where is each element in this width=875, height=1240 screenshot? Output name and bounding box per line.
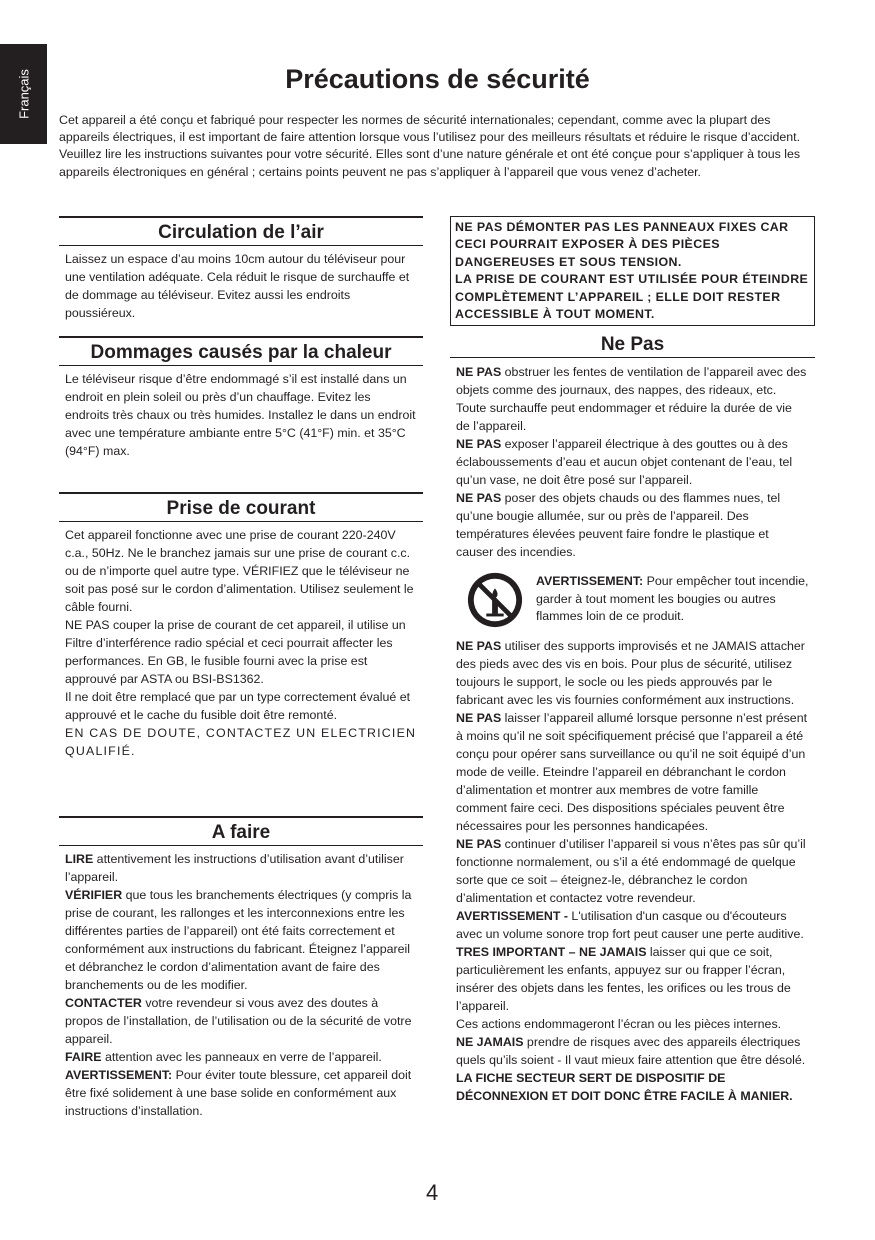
candle-warning-text: AVERTISSEMENT: Pour empêcher tout incendie, garder à tout moment les bougies ou autres flammes loin de ce produit. — [536, 574, 809, 624]
power-text: Il ne doit être remplacé que par un type correctement évalué et approuvé et le cache du fusible doit être remonté. — [65, 690, 411, 722]
heat-text: Le téléviseur risque d’être endommagé s’il est installé dans un endroit en plein soleil ou près d’un chauffage. Evitez les endroits très chaux ou très humides. Installez le dans un endroit avec une température ambiante entre 5°C (41°F) min. et 35°C (94°F) max. — [65, 372, 416, 458]
final-note: LA FICHE SECTEUR SERT DE DISPOSITIF DE DÉCONNEXION ET DOIT DONC ÊTRE FACILE À MANIER. — [456, 1071, 793, 1104]
dont-item: NE PAS laisser l’appareil allumé lorsque personne n’est présent à moins qu’il ne soit spécifiquement précisé que l’appareil a été conçu pour opérer sans surveillance ou qu’il ne soit équipé d’un mode de veille. Eteindre l’appareil en débranchant le cordon d’alimentation et montrer aux membres de votre famille comment faire ceci. Des dispositions spéciales peuvent être nécessaires pour les personnes handicapées. — [456, 711, 808, 834]
section-heat — [59, 366, 423, 492]
do-item: LIRE attentivement les instructions d’utilisation avant d’utiliser l’appareil. — [65, 852, 404, 884]
no-open-flame-icon — [466, 571, 524, 629]
left-column — [59, 216, 423, 1120]
do-item: AVERTISSEMENT: Pour éviter toute blessure, cet appareil doit être fixé solidement à une base solide en conformément aux instructions d’installation. — [65, 1068, 412, 1118]
dont-item: NE PAS exposer l’appareil électrique à des gouttes ou à des éclaboussements d’eau et aucun objet contenant de l’eau, tel qu’un vase, ne doit être posé sur l’appareil. — [456, 437, 793, 488]
dont-item: NE JAMAIS prendre de risques avec des appareils électriques quels qu’ils soient - Il vaut mieux faire attention que être désolé. — [456, 1035, 806, 1068]
dont-item: AVERTISSEMENT - L'utilisation d'un casque ou d'écouteurs avec un volume sonore trop fort peut causer une perte auditive. — [456, 909, 804, 942]
page-number: 4 — [426, 1180, 439, 1205]
candle-warning — [456, 571, 809, 629]
right-column — [450, 216, 815, 1105]
section-heading-dont: Ne Pas — [450, 330, 815, 358]
do-item: FAIRE attention avec les panneaux en verre de l’appareil. — [65, 1050, 382, 1064]
intro-paragraph: Cet appareil a été conçu et fabriqué pour respecter les normes de sécurité internationales; cependant, comme avec la plupart des appareils électriques, il est important de faire attention lorsque vous l’utilisez pour des meilleurs résultats et réduire le risque d’accident. — [59, 113, 801, 145]
section-heading-do: A faire — [59, 816, 423, 846]
section-air — [59, 246, 423, 336]
warning-line: LA PRISE DE COURANT EST UTILISÉE POUR ÉTEINDRE COMPLÈTEMENT L’APPAREIL ; ELLE DOIT RESTER ACCESSIBLE À TOUT MOMENT. — [455, 272, 809, 322]
section-do — [59, 846, 423, 1120]
section-heading-power: Prise de courant — [59, 492, 423, 522]
section-heading-air: Circulation de l’air — [59, 216, 423, 246]
section-heading-heat: Dommages causés par la chaleur — [59, 336, 423, 366]
intro — [59, 112, 819, 181]
section-dont — [450, 358, 815, 1105]
dont-item: NE PAS continuer d’utiliser l’appareil si vous n’êtes pas sûr qu’il fonctionne normalement, ou s’il a été endommagé de quelque sorte que ce soit – éteignez-le, débranchez le cordon d’alimentation et contactez votre revendeur. — [456, 837, 806, 906]
power-text: NE PAS couper la prise de courant de cet appareil, il utilise un Filtre d’interférence radio spécial et ceci pourrait affecter les performances. En GB, le fusible fourni avec la prise est approuvé par ASTA ou BSI-BS1362. — [65, 618, 406, 686]
dont-item: NE PAS poser des objets chauds ou des flammes nues, tel qu’une bougie allumée, sur ou près de l’appareil. Des températures élevées peuvent faire fondre le plastique et causer des incendies. — [456, 491, 781, 560]
section-power — [59, 522, 423, 816]
screen-note: Ces actions endommageront l’écran ou les pièces internes. — [456, 1017, 782, 1032]
language-tab-label: Français — [16, 69, 31, 119]
dont-item: TRES IMPORTANT – NE JAMAIS laisser qui que ce soit, particulièrement les enfants, appuyez sur ou frapper l’écran, insérer des objets dans les fentes, les orifices ou les trous de l’appareil. — [456, 945, 791, 1014]
page-title: Précautions de sécurité — [285, 64, 590, 94]
intro-paragraph: Veuillez lire les instructions suivantes pour votre sécurité. Elles sont d’une nature générale et ont été conçue pour s’appliquer à tous les appareils électroniques en général ; certains points peuvent ne pas s’appliquer à l’appareil que vous venez d’acheter. — [59, 147, 801, 179]
warning-line: NE PAS DÉMONTER PAS LES PANNEAUX FIXES CAR CECI POURRAIT EXPOSER À DES PIÈCES DANGEREUSES ET SOUS TENSION. — [455, 220, 789, 269]
power-text: Cet appareil fonctionne avec une prise de courant 220-240V c.a., 50Hz. Ne le branchez jamais sur une prise de courant c.c. ou de n’importe quel autre type. VÉRIFIEZ que le téléviseur ne soit pas posé sur le cordon d’alimentation. Utilisez seulement le câble fourni. — [65, 528, 414, 614]
power-text: EN CAS DE DOUTE, CONTACTEZ UN ELECTRICIEN QUALIFIÉ. — [65, 726, 417, 758]
do-item: CONTACTER votre revendeur si vous avez des doutes à propos de l’installation, de l’utilisation ou de la sécurité de votre appareil. — [65, 996, 412, 1046]
air-text: Laissez un espace d’au moins 10cm autour du téléviseur pour une ventilation adéquate. Cela réduit le risque de surchauffe et de dommage au téléviseur. Evitez aussi les endroits poussiéreux. — [65, 252, 410, 320]
dont-item: NE PAS obstruer les fentes de ventilation de l’appareil avec des objets comme des journaux, des nappes, des rideaux, etc. Toute surchauffe peut endommager et réduire la durée de vie de l’appareil. — [456, 365, 807, 434]
do-item: VÉRIFIER que tous les branchements électriques (y compris la prise de courant, les rallonges et les interconnexions entre les différentes parties de l’appareil) ont été faits correctement et conformément aux instructions du fabricant. Éteignez l’appareil et débranchez le cordon d’alimentation avant de faire des branchements ou de les modifier. — [65, 888, 412, 992]
dont-item: NE PAS utiliser des supports improvisés et ne JAMAIS attacher des pieds avec des vis en bois. Pour plus de sécurité, utilisez toujours le support, le socle ou les pieds approuvés par le fabricant avec les vis fournies conformément aux instructions. — [456, 639, 805, 708]
warning-box — [450, 216, 815, 326]
